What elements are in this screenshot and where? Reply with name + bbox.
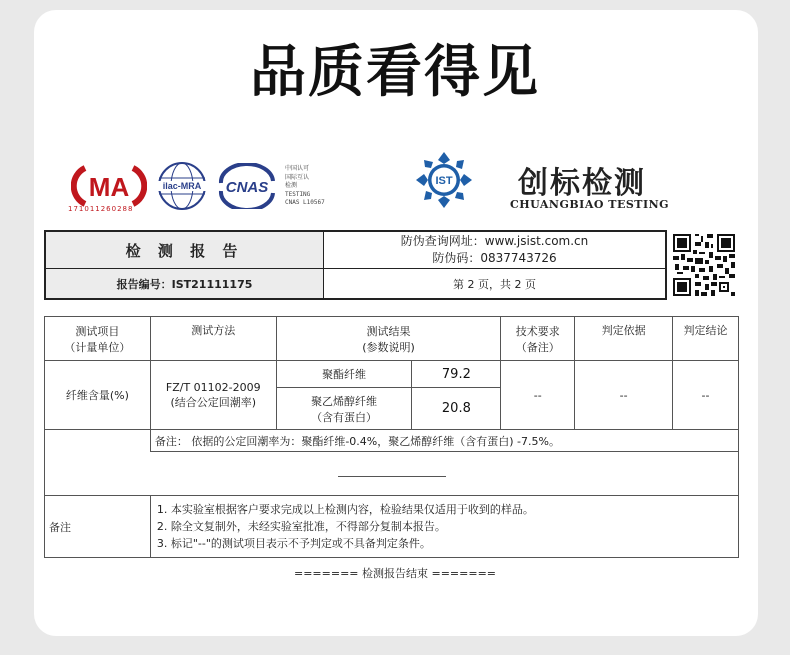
- header-cell: [276, 317, 501, 361]
- header-subtext: (参数说明): [362, 340, 415, 354]
- brand-name: 创标检测: [518, 166, 646, 201]
- divider-cell: [45, 452, 739, 496]
- qr-code-icon: [671, 232, 737, 298]
- cnas-info-line: TESTING: [285, 190, 311, 198]
- page-headline: 品质看得见: [250, 40, 540, 105]
- basis-cell: --: [575, 361, 673, 430]
- header-cell: [45, 317, 151, 361]
- report-title: 检 测 报 告: [46, 232, 324, 269]
- note-item: 3. 标记"--"的测试项目表示不予判定或不具备判定条件。: [156, 537, 431, 550]
- ilac-logo-text: ilac-MRA: [162, 181, 202, 191]
- requirement-cell: --: [501, 361, 575, 430]
- note-item: 1. 本实验室根据客户要求完成以上检测内容，检验结果仅适用于收到的样品。: [156, 503, 534, 516]
- cnas-logo-text: CNAS: [225, 179, 269, 196]
- report-number: 报告编号：IST21111175: [46, 269, 324, 298]
- cma-logo: [71, 162, 147, 210]
- fiber-name-cell: [276, 388, 412, 430]
- ist-logo: [414, 150, 474, 210]
- method-line: FZ/T 01102-2009: [165, 380, 261, 394]
- header-subtext: （备注）: [515, 340, 560, 354]
- fiber-value-cell: 79.2: [412, 361, 501, 388]
- table-header-row: [45, 317, 739, 361]
- header-cell: [501, 317, 575, 361]
- method-line: (结合公定回潮率): [170, 395, 257, 409]
- fiber-value-cell: 20.8: [412, 388, 501, 430]
- ilac-mra-logo: [152, 160, 212, 212]
- table-row: [45, 430, 739, 452]
- fiber-name-line: （含有蛋白）: [311, 410, 378, 424]
- conclusion-cell: --: [673, 361, 739, 430]
- cnas-info-line: 国际互认: [285, 173, 310, 181]
- anti-fake-url: 防伪查询网址：www.jsist.com.cn: [400, 234, 589, 248]
- cma-number: 171011260288: [68, 205, 134, 213]
- notes-label-cell: 备注: [45, 496, 151, 558]
- notes-row: [45, 496, 739, 558]
- header-text: 技术要求: [515, 324, 560, 338]
- page-info: 第 2 页，共 2 页: [453, 277, 536, 291]
- header-subtext: （计量单位）: [64, 340, 131, 354]
- cnas-info: [285, 165, 325, 208]
- notes-cell: [150, 496, 738, 558]
- method-cell: [150, 361, 276, 430]
- table-row: [45, 361, 739, 388]
- empty-cell: [45, 430, 151, 452]
- cnas-info-line: 中国认可: [285, 165, 310, 172]
- report-header-table: [44, 230, 667, 300]
- anti-fake-info: [324, 232, 665, 269]
- header-text: 测试结果: [366, 324, 411, 338]
- fiber-name-cell: 聚酯纤维: [276, 361, 412, 388]
- cnas-info-line: CNAS L10567: [285, 199, 325, 206]
- anti-fake-code: 防伪码：0837743726: [432, 251, 557, 265]
- ist-logo-text: IST: [435, 175, 453, 187]
- note-item: 2. 除全文复制外，未经实验室批准，不得部分复制本报告。: [156, 520, 446, 533]
- fiber-name-line: 聚乙烯醇纤维: [311, 394, 378, 408]
- cnas-logo: [215, 163, 279, 209]
- header-text: 测试项目: [75, 324, 120, 338]
- brand-english-name: CHUANGBIAO TESTING: [510, 198, 670, 211]
- report-end-line: ======= 检测报告结束 =======: [293, 567, 497, 580]
- test-results-table: [44, 316, 739, 558]
- remark-cell: 备注： 依据的公定回潮率为：聚酯纤维-0.4%，聚乙烯醇纤维（含有蛋白) -7.5%。: [150, 430, 738, 452]
- divider-line: [338, 476, 446, 477]
- cma-logo-text: MA: [88, 172, 130, 202]
- row-item-cell: 纤维含量(%): [45, 361, 151, 430]
- cnas-info-line: 检测: [285, 182, 298, 189]
- table-row: [45, 452, 739, 496]
- header-cell: 测试方法: [150, 317, 276, 361]
- header-cell: 判定依据: [575, 317, 673, 361]
- header-cell: 判定结论: [673, 317, 739, 361]
